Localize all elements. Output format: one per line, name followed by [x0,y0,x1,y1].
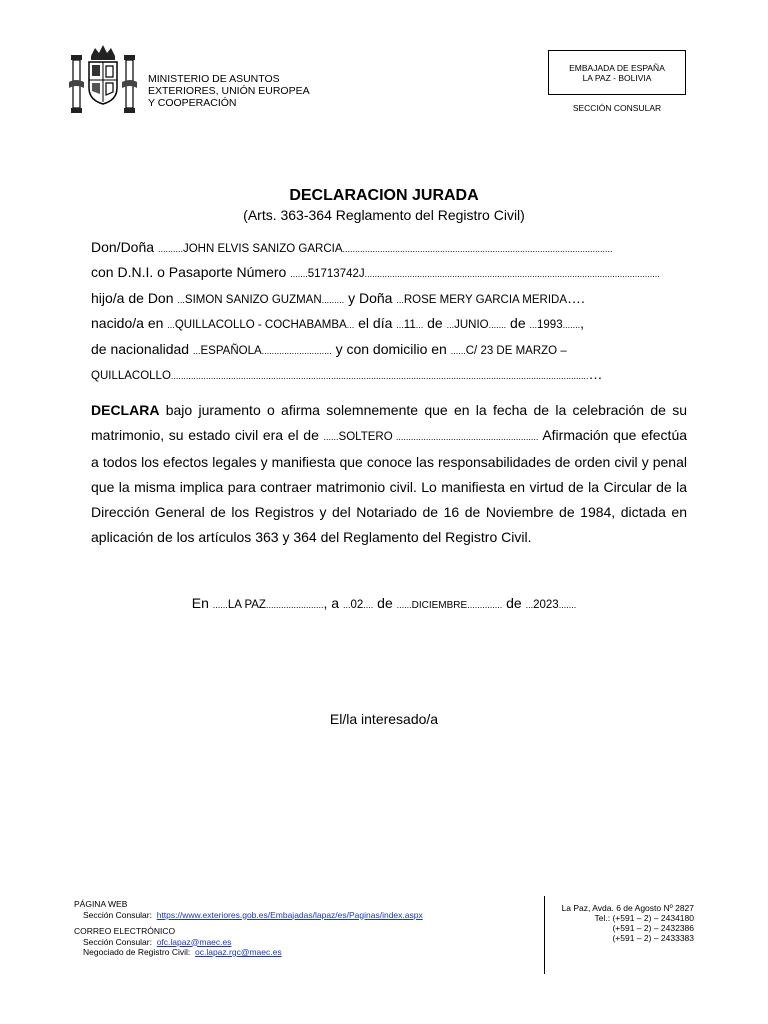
nationality-line: de nacionalidad ...ESPAÑOLA............................ y con domicilio en ......C/ 23 DE MARZO – [91,341,567,357]
email2-label: Negociado de Registro Civil: [83,947,191,957]
a-label: , a [323,595,340,611]
nationality-value: ESPAÑOLA [200,345,262,357]
ministry-line-3: Y COOPERACIÓN [148,97,237,109]
month-value: DICIEMBRE [411,600,468,611]
of-label: de [427,315,443,331]
domicile-value-2: QUILLACOLLO [91,370,171,382]
embassy-line-2: LA PAZ - BOLIVIA [582,72,652,83]
mother-label: y Doña [348,290,393,306]
dni-value: 51713742J [307,268,365,280]
born-label: nacido/a en [91,315,164,331]
civil-status-value: SOLTERO [338,431,393,443]
spanish-coat-of-arms-icon [67,42,139,118]
document-subtitle: (Arts. 363-364 Reglamento del Registro Civil) [243,207,525,223]
parents-line: hijo/a de Don ...SIMON SANIZO GUZMAN......... y Doña ...ROSE MERY GARCIA MERIDA…. [91,290,585,306]
phone-1: Tel.: (+591 – 2) – 2434180 [594,913,694,923]
ministry-name [148,73,310,109]
father-value: SIMON SANIZO GUZMAN [184,294,322,306]
ministry-line-2: EXTERIORES, UNIÓN EUROPEA [148,85,310,97]
email1-link[interactable]: ofc.lapaz@maec.es [156,936,232,947]
web-link[interactable]: https://www.exteriores.gob.es/Embajadas/lapaz/es/Paginas/index.aspx [156,909,423,920]
phone-3: (+591 – 2) – 2433383 [612,933,694,943]
footer-contact [74,899,423,958]
father-label: hijo/a de Don [91,290,174,306]
de-label-2: de [506,595,522,611]
de-label-1: de [377,595,393,611]
city-value: LA PAZ [227,599,266,611]
embassy-box [548,50,686,95]
name-value: JOHN ELVIS SANIZO GARCIA [182,243,343,255]
birth-line: nacido/a en ...QUILLACOLLO - COCHABAMBA... el día ...11... de ...JUNIO....... de ...1993......., [91,315,585,331]
address: La Paz, Avda. 6 de Agosto Nº 2827 [561,903,694,913]
web-heading: PÁGINA WEB [74,899,128,909]
declaration-text-2: Afirmación que efectúa a todos los efectos legales y manifiesta que conoce las responsabilidades de orden civil y penal que la misma implica para contraer matrimonio civil. Lo manifiesta en virtud de la Circular de la Dirección General de los Registros y del Notariado de 16 de Noviembre de 1984, dictada en aplicación de los artículos 363 y 364 del Reglamento del Registro Civil. [91,427,688,545]
web-label: Sección Consular: [83,909,152,920]
ministry-line-1: MINISTERIO DE ASUNTOS [148,73,280,85]
day-label: el día [358,315,393,331]
footer-address [540,903,694,943]
birth-month-value: JUNIO [454,319,489,331]
domicile-line: QUILLACOLLO.......................................................................................................................................................................… [91,366,603,382]
day-value: 02 [350,599,364,611]
phone-2: (+591 – 2) – 2432386 [612,923,694,933]
year-value: 2023 [533,599,559,611]
signature-label: El/la interesado/a [329,711,439,727]
document-title: DECLARACION JURADA [289,187,479,204]
birthplace-value: QUILLACOLLO - COCHABAMBA [174,319,347,331]
place-date-line: En ......LA PAZ......................., a ...02.... de ......DICIEMBRE.............. de ...2023....... [191,595,577,611]
of-label-2: de [510,315,526,331]
birth-year-value: 1993 [537,319,563,331]
declara-keyword: DECLARA [91,402,160,418]
email-heading: CORREO ELECTRÓNICO [74,926,176,936]
email2-link[interactable]: oc.lapaz.rgc@maec.es [194,947,282,957]
dni-label: con D.N.I. o Pasaporte Número [91,264,287,280]
declaration-text-1: bajo juramento o afirma solemnemente que en la fecha de la celebración de su matrimonio, su estado civil era el de [91,402,687,443]
en-label: En [191,595,209,611]
nationality-label: de nacionalidad [91,341,190,357]
declaration-paragraph: DECLARA bajo juramento o afirma solemnemente que en la fecha de la celebración de su matrimonio, su estado civil era el de ......SOLTERO ......................................................... Afirmación que efectúa a todos los efectos legales y manifiesta que conoce las responsabilidades de orden civil y penal que la misma implica para contraer matrimonio civil. Lo manifiesta en virtud de la Circular de la Dirección General de los Registros y del Notariado de 16 de Noviembre de 1984, dictada en aplicación de los artículos 363 y 364 del Reglamento del Registro Civil. [91,402,688,545]
don-label: Don/Doña [91,239,155,255]
consular-section-label: SECCIÓN CONSULAR [572,103,662,113]
birth-day-value: 11 [403,319,416,331]
domicile-value-1: C/ 23 DE MARZO – [465,345,567,357]
embassy-line-1: EMBAJADA DE ESPAÑA [569,62,665,73]
name-line: Don/Doña ..........JOHN ELVIS SANIZO GARCIA............................................................................................................ [91,239,613,255]
domicile-label: y con domicilio en [335,341,447,357]
email1-label: Sección Consular: [83,936,152,947]
mother-value: ROSE MERY GARCIA MERIDA [403,294,567,306]
dni-line: con D.N.I. o Pasaporte Número .......51713742J...................................................................................................................... [91,264,660,280]
